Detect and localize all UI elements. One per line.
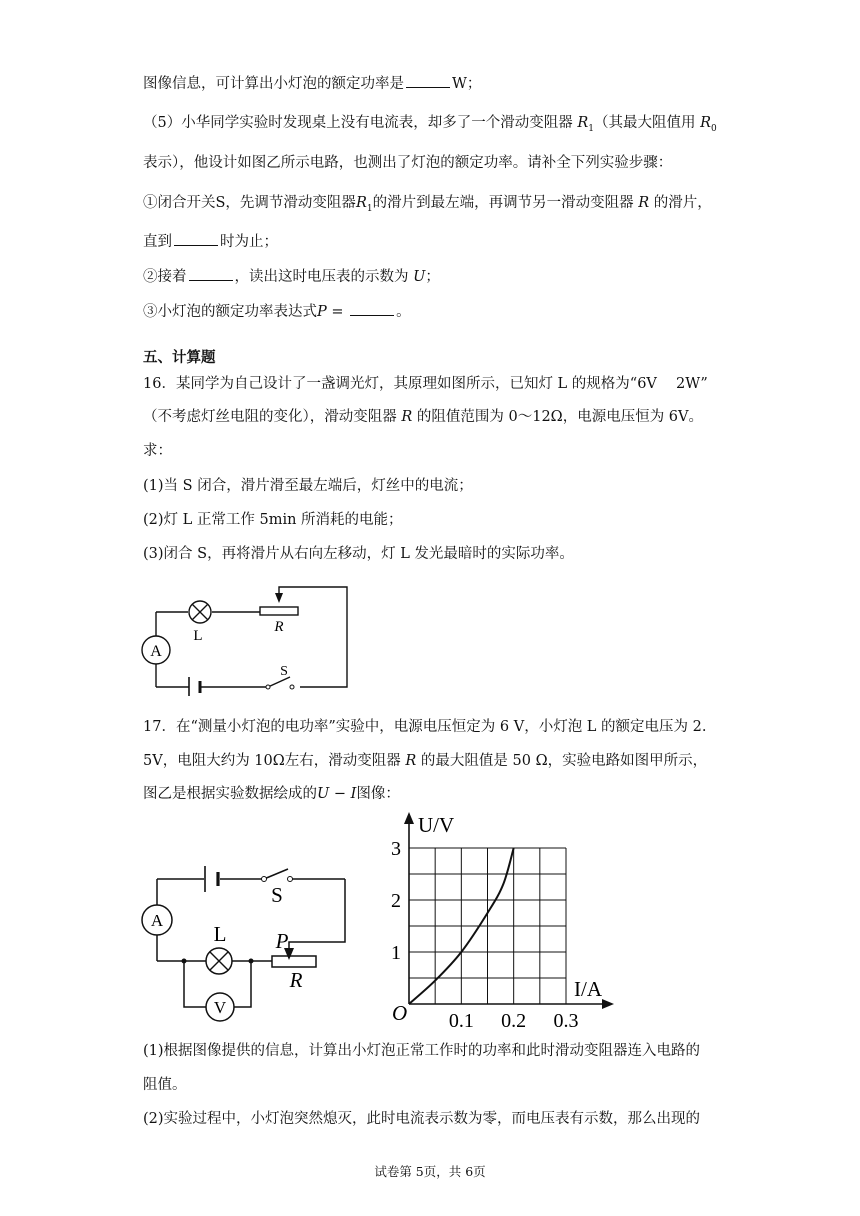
line-step5-intro: [143, 113, 717, 139]
q16-part-1: (1)当 S 闭合，滑片滑至最左端后，灯丝中的电流；: [143, 478, 473, 494]
section-heading: 五、计算题: [143, 349, 216, 366]
text: （其最大阻值用: [594, 115, 696, 131]
chart-ticks: [391, 838, 579, 1032]
voltmeter-label: V: [213, 998, 227, 1017]
q16-line-3: 求：: [143, 443, 172, 459]
text: 的阻值范围为 0～12Ω，电源电压恒为 6V。: [416, 409, 704, 425]
ammeter-label: A: [150, 643, 162, 660]
q17-ui-chart: [382, 808, 620, 1036]
q16-line-2: [143, 407, 703, 427]
symbol-r1: R: [577, 115, 589, 131]
switch-label: S: [280, 664, 288, 679]
chart-grid: [409, 848, 566, 1004]
x-tick-label: 0.3: [553, 1010, 579, 1032]
subscript: 0: [711, 123, 717, 134]
y-tick-label: 2: [391, 890, 401, 912]
slider-label: P: [275, 929, 289, 953]
symbol-r1: R: [355, 195, 367, 211]
q17-circuit-diagram: [140, 835, 370, 1027]
text: 。: [396, 304, 411, 320]
text: 5V，电阻大约为 10Ω左右，滑动变阻器: [143, 753, 401, 769]
line-rated-power: [143, 73, 481, 94]
q17-line-1: 17．在“测量小灯泡的电功率”实验中，电源电压恒定为 6 V，小灯泡 L 的额定电压为 2.: [143, 719, 707, 735]
answer-blank[interactable]: [189, 266, 233, 281]
q17-part-2: (2)实验过程中，小灯泡突然熄灭，此时电流表示数为零，而电压表有示数，那么出现的: [143, 1111, 701, 1127]
page-footer: 试卷第 5页，共 6页: [374, 1164, 486, 1179]
x-tick-label: 0.1: [448, 1010, 474, 1032]
text: W；: [452, 76, 482, 92]
text: （不考虑灯丝电阻的变化），滑动变阻器: [143, 409, 397, 425]
q16-part-3: (3)闭合 S，再将滑片从右向左移动，灯 L 发光最暗时的实际功率。: [143, 546, 574, 562]
symbol-r: R: [401, 409, 413, 425]
text: 时为止；: [220, 234, 278, 250]
lamp-label: L: [193, 628, 203, 644]
text: 表示），他设计如图乙所示电路，也测出了灯泡的额定功率。请补全下列实验步骤：: [143, 155, 673, 171]
line-step5-desc: [143, 153, 672, 173]
y-axis-title: U/V: [418, 813, 455, 837]
symbol-r: R: [405, 753, 417, 769]
text: （5）小华同学实验时发现桌上没有电流表，却多了一个滑动变阻器: [143, 115, 573, 131]
answer-blank[interactable]: [174, 231, 218, 246]
text: 的滑片，: [653, 195, 712, 211]
q17-part-1: (1)根据图像提供的信息，计算出小灯泡正常工作时的功率和此时滑动变阻器连入电路的: [143, 1043, 701, 1059]
x-tick-label: 0.2: [501, 1010, 527, 1032]
ammeter-label: A: [150, 911, 164, 930]
line-step-3: [143, 301, 411, 322]
symbol-r0: R: [700, 115, 712, 131]
q16-part-2: (2)灯 L 正常工作 5min 所消耗的电能；: [143, 512, 403, 528]
text: 图像信息，可计算出小灯泡的额定功率是: [143, 76, 404, 92]
symbol-p: P: [317, 304, 327, 320]
answer-blank[interactable]: [406, 73, 450, 88]
x-axis-title: I/A: [574, 977, 602, 1001]
text: 的滑片到最左端，再调节另一滑动变阻器: [372, 195, 634, 211]
q16-circuit-diagram: [140, 578, 355, 696]
subscript: 1: [366, 203, 373, 214]
switch-label: S: [271, 883, 283, 907]
rheostat-label: R: [289, 968, 303, 992]
x-axis-arrow: [602, 999, 614, 1009]
text: 图像：: [356, 786, 400, 802]
symbol-u: U: [413, 269, 426, 285]
y-tick-label: 3: [391, 838, 401, 860]
text: ③小灯泡的额定功率表达式: [143, 304, 317, 320]
text: ；: [425, 269, 440, 285]
lamp-label: L: [213, 922, 227, 946]
text: =: [326, 304, 349, 320]
q16-line-1: 16．某同学为自己设计了一盏调光灯，其原理如图所示，已知灯 L 的规格为“6V 2W”: [143, 376, 708, 392]
text: 的最大阻值是 50 Ω，实验电路如图甲所示，: [420, 753, 708, 769]
q17-part-1b: 阻值。: [143, 1077, 187, 1093]
text: ，读出这时电压表的示数为: [234, 269, 409, 285]
answer-blank[interactable]: [350, 301, 394, 316]
y-tick-label: 1: [391, 942, 401, 964]
text: ①闭合开关S，先调节滑动变阻器: [143, 195, 356, 211]
origin-label: O: [392, 1001, 408, 1025]
rheostat-label: R: [274, 619, 284, 635]
symbol-ui: U − I: [317, 786, 357, 802]
symbol-r: R: [638, 195, 650, 211]
line-step-1: [143, 193, 712, 219]
line-step-2: [143, 266, 440, 287]
y-axis-arrow: [404, 812, 414, 824]
line-step-1b: [143, 231, 278, 252]
subscript: 1: [588, 123, 594, 134]
text: 直到: [143, 234, 172, 250]
q17-line-3: [143, 784, 400, 804]
text: ②接着: [143, 269, 187, 285]
q17-line-2: [143, 751, 707, 771]
text: 图乙是根据实验数据绘成的: [143, 786, 317, 802]
